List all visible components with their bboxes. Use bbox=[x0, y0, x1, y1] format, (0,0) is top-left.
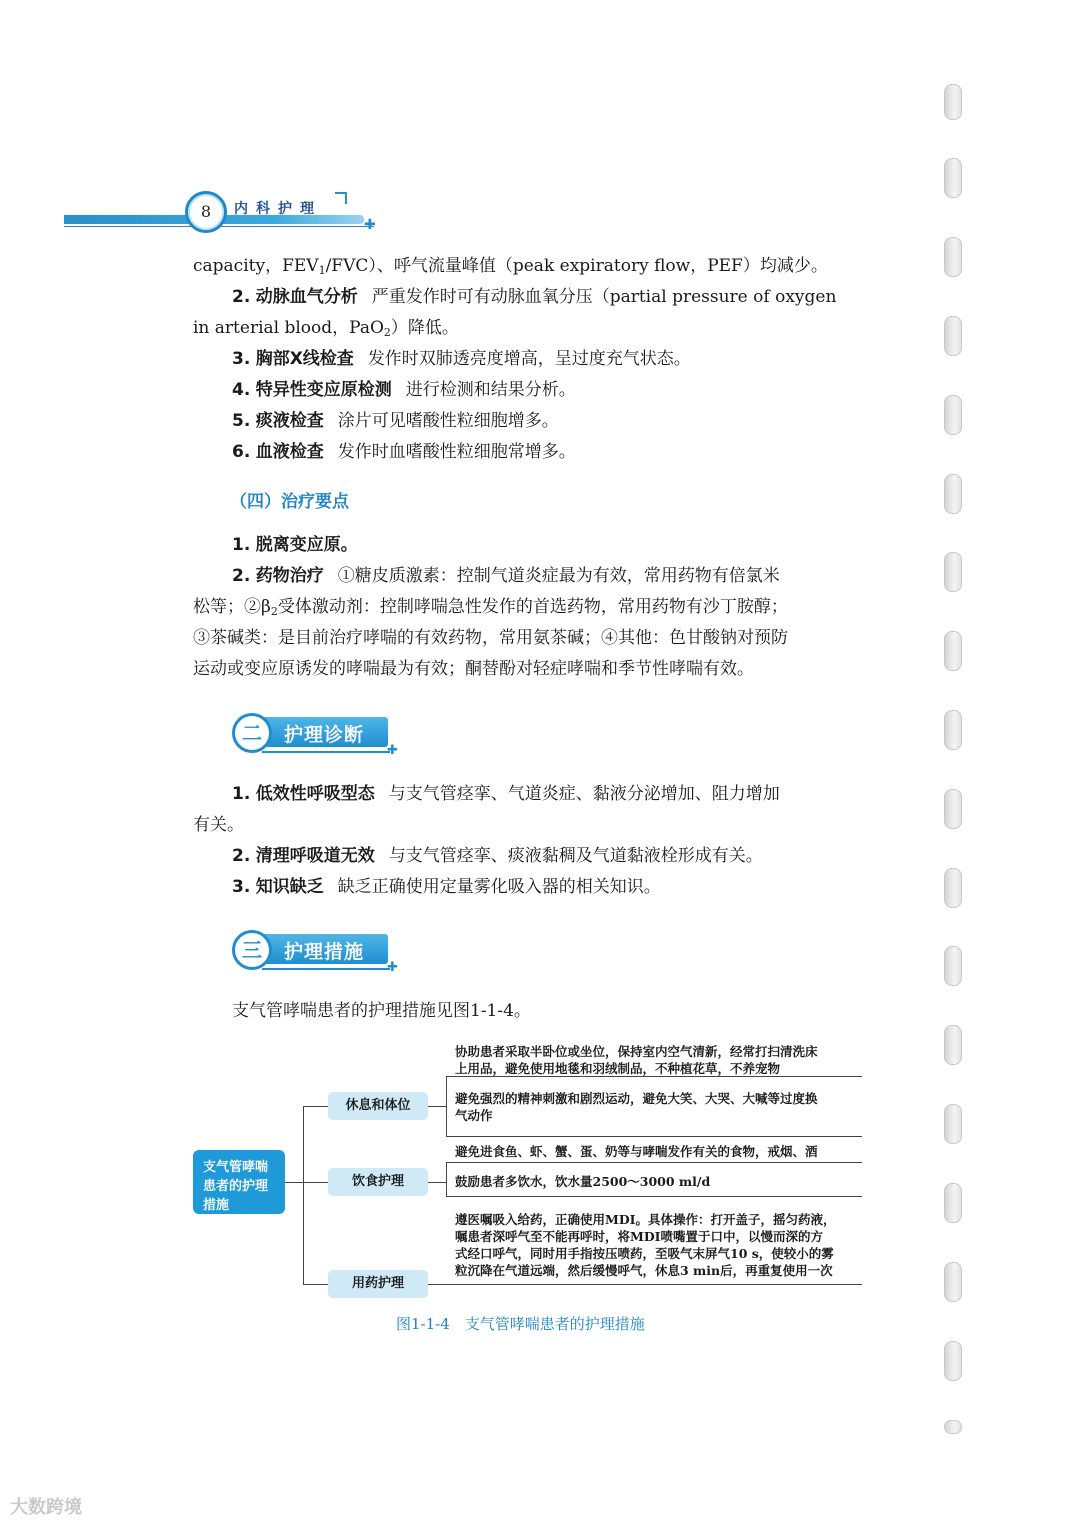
corner-decoration-icon bbox=[335, 192, 347, 204]
section-number-badge: 二 bbox=[232, 713, 272, 753]
binder-hole-icon bbox=[944, 1104, 962, 1144]
page-number: 8 bbox=[200, 202, 212, 221]
binder-hole-icon bbox=[944, 237, 962, 277]
treatment-item: 2. 药物治疗 ①糖皮质激素：控制气道炎症最为有效，常用药物有倍氯米 bbox=[232, 566, 780, 586]
diagram-detail: 避免进食鱼、虾、蟹、蛋、奶等与哮喘发作有关的食物，戒烟、酒 bbox=[455, 1144, 818, 1159]
binder-hole-icon bbox=[944, 789, 962, 829]
binder-hole-icon bbox=[944, 1341, 962, 1381]
book-title: 内科护理 bbox=[234, 201, 322, 217]
diagnosis-item: 2. 清理呼吸道无效 与支气管痉挛、痰液黏稠及气道黏液栓形成有关。 bbox=[232, 846, 763, 866]
subsection-heading: （四）治疗要点 bbox=[230, 492, 349, 512]
treatment-item: 1. 脱离变应原。 bbox=[232, 535, 358, 555]
figure-caption: 图1-1-4 支气管哮喘患者的护理措施 bbox=[396, 1315, 645, 1333]
paragraph-line: ③茶碱类：是目前治疗哮喘的有效药物，常用氨茶碱；④其他：色甘酸钠对预防 bbox=[193, 628, 788, 648]
watermark: 大数跨境 bbox=[10, 1497, 82, 1518]
section-banner-diagnosis bbox=[232, 713, 398, 758]
binder-hole-icon bbox=[944, 946, 962, 986]
page-number-badge bbox=[185, 191, 227, 233]
exam-item: 4. 特异性变应原检测 进行检测和结果分析。 bbox=[232, 380, 576, 400]
diagram-branch-node: 饮食护理 bbox=[328, 1168, 428, 1196]
section-title-bar: 护理诊断 bbox=[254, 717, 388, 747]
exam-item: 3. 胸部X线检查 发作时双肺透亮度增高，呈过度充气状态。 bbox=[232, 349, 691, 369]
binder-hole-icon bbox=[944, 710, 962, 750]
diagram-detail: 鼓励患者多饮水，饮水量2500～3000 ml/d bbox=[455, 1174, 711, 1189]
diagram-detail: 遵医嘱吸入给药，正确使用MDI。具体操作：打开盖子，摇匀药液， 嘱患者深呼气至不能再呼时，将MDI喷嘴置于口中，以慢而深的方 式经口呼气，同时用手指按压喷药，至吸气末屏气10 s，使较小的雾 粒沉降在气道远端，然后缓慢呼气，休息3 min后，再重复使用一次 bbox=[455, 1212, 836, 1278]
paragraph-line: 松等；$②\beta_2$受体激动剂：控制哮喘急性发作的首选药物，常用药物有沙丁胺醇； bbox=[193, 597, 788, 618]
plus-icon: ✚ bbox=[387, 743, 398, 758]
paragraph-line: in arterial blood，PaO$_2$）降低。 bbox=[193, 318, 459, 339]
diagnosis-item: 1. 低效性呼吸型态 与支气管痉挛、气道炎症、黏液分泌增加、阻力增加 bbox=[232, 784, 780, 804]
section-title-bar: 护理措施 bbox=[254, 934, 388, 964]
binder-hole-icon bbox=[944, 84, 962, 120]
paragraph-line: 运动或变应原诱发的哮喘最为有效；酮替酚对轻症哮喘和季节性哮喘有效。 bbox=[193, 659, 754, 679]
binder-hole-icon bbox=[944, 316, 962, 356]
diagram-root-node: 支气管哮喘 患者的护理 措施 bbox=[193, 1150, 285, 1214]
measures-intro: 支气管哮喘患者的护理措施见图1-1-4。 bbox=[232, 1001, 531, 1021]
section-number-badge: 三 bbox=[232, 930, 272, 970]
binder-hole-icon bbox=[944, 631, 962, 671]
paragraph-line: capacity，$FEV_1/FVC$）、呼气流量峰值（peak expiratory flow，PEF）均减少。 bbox=[193, 256, 828, 277]
exam-item: 5. 痰液检查 涂片可见嗜酸性粒细胞增多。 bbox=[232, 411, 559, 431]
diagram-detail: 避免强烈的精神刺激和剧烈运动，避免大笑、大哭、大喊等过度换 气动作 bbox=[455, 1091, 818, 1123]
binder-hole-icon bbox=[944, 474, 962, 514]
diagram-branch-node: 休息和体位 bbox=[328, 1092, 428, 1120]
diagram-branch-node: 用药护理 bbox=[328, 1270, 428, 1298]
plus-icon: ✚ bbox=[387, 960, 398, 975]
exam-item: 6. 血液检查 发作时血嗜酸性粒细胞常增多。 bbox=[232, 442, 576, 462]
binder-hole-icon bbox=[944, 158, 962, 198]
paragraph-line: 有关。 bbox=[193, 815, 244, 835]
binder-hole-icon bbox=[944, 1025, 962, 1065]
diagram-detail: 协助患者采取半卧位或坐位，保持室内空气清新，经常打扫清洗床 上用品，避免使用地毯和羽绒制品，不种植花草，不养宠物 bbox=[455, 1044, 818, 1076]
binder-hole-icon bbox=[944, 395, 962, 435]
diagnosis-item: 3. 知识缺乏 缺乏正确使用定量雾化吸入器的相关知识。 bbox=[232, 877, 661, 897]
binder-hole-icon bbox=[944, 868, 962, 908]
exam-item: 2. 动脉血气分析 严重发作时可有动脉血氧分压（partial pressure of oxygen bbox=[232, 287, 837, 307]
binder-hole-icon bbox=[944, 1183, 962, 1223]
binder-hole-icon bbox=[944, 552, 962, 592]
header-plus-icon: ✚ bbox=[364, 217, 376, 233]
binder-hole-icon bbox=[944, 1262, 962, 1302]
binder-hole-icon bbox=[944, 1420, 962, 1434]
section-banner-measures bbox=[232, 930, 398, 975]
